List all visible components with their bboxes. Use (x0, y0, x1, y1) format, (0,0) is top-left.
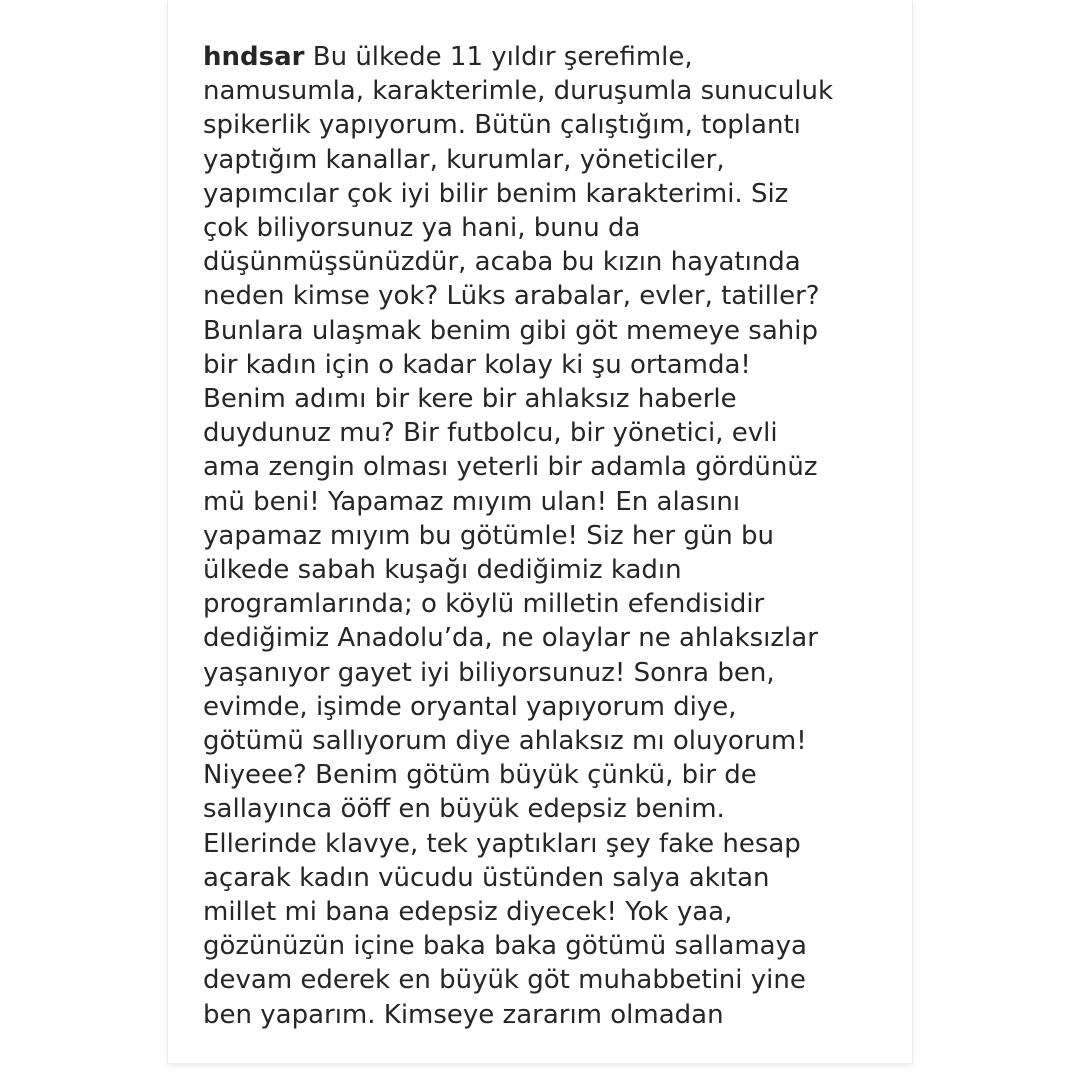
comment-line: Bunlara ulaşmak benim gibi göt memeye sahip (203, 315, 818, 346)
comment-line: yaşanıyor gayet iyi biliyorsunuz! Sonra ben, (203, 657, 775, 688)
comment-line: ama zengin olması yeterli bir adamla gördünüz (203, 452, 818, 483)
comment-line: mü beni! Yapamaz mıyım ulan! En alasını (203, 486, 741, 517)
comment-line: Niyeee? Benim götüm büyük çünkü, bir de (203, 760, 757, 791)
comment-line: götümü sallıyorum diye ahlaksız mı oluyorum! (203, 726, 807, 757)
comment-line: dediğimiz Anadolu’da, ne olaylar ne ahlaksızlar (203, 623, 818, 654)
comment-card (168, 0, 912, 1063)
comment-line: duydunuz mu? Bir futbolcu, bir yönetici, evli (203, 418, 778, 449)
comment-line: evimde, işimde oryantal yapıyorum diye, (203, 691, 737, 722)
comment-line: yapamaz mıyım bu götümle! Siz her gün bu (203, 520, 775, 551)
comment-line: düşünmüşsünüzdür, acaba bu kızın hayatında (203, 247, 801, 278)
comment-line: yaptığım kanallar, kurumlar, yöneticiler, (203, 144, 725, 175)
comment-line: ben yaparım. Kimseye zararım olmadan (203, 999, 724, 1030)
comment-line: millet mi bana edepsiz diyecek! Yok yaa, (203, 897, 733, 928)
comment-username[interactable]: hndsar (203, 42, 305, 72)
comment-line: namusumla, karakterimle, duruşumla sunuculuk (203, 76, 834, 107)
comment-line: açarak kadın vücudu üstünden salya akıtan (203, 862, 770, 893)
comment-line: Ellerinde klavye, tek yaptıkları şey fake hesap (203, 828, 801, 859)
comment-line: ülkede sabah kuşağı dediğimiz kadın (203, 555, 682, 586)
comment-line: neden kimse yok? Lüks arabalar, evler, tatiller? (203, 281, 820, 312)
comment-line: bir kadın için o kadar kolay ki şu ortamda! (203, 349, 751, 380)
comment-line: gözünüzün içine baka baka götümü sallamaya (203, 931, 807, 962)
comment-line: yapımcılar çok iyi bilir benim karakterimi. Siz (203, 178, 789, 209)
comment-text (203, 40, 893, 1032)
comment-line: spikerlik yapıyorum. Bütün çalıştığım, toplantı (203, 110, 801, 141)
comment-line: sallayınca ööff en büyük edepsiz benim. (203, 794, 725, 825)
comment-line: programlarında; o köylü milletin efendisidir (203, 589, 765, 620)
comment-line: devam ederek en büyük göt muhabbetini yine (203, 965, 806, 996)
comment-line: çok biliyorsunuz ya hani, bunu da (203, 213, 641, 244)
comment-line: hndsar Bu ülkede 11 yıldır şerefimle, (203, 42, 693, 72)
comment-line: Benim adımı bir kere bir ahlaksız haberle (203, 384, 737, 415)
